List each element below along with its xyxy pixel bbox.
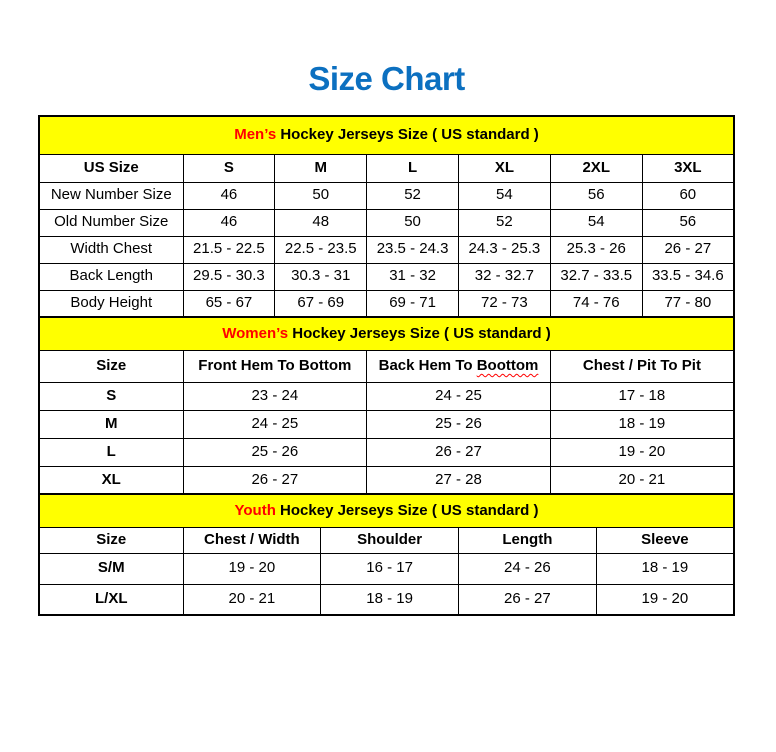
mens-value-cell: 54 — [458, 182, 550, 209]
size-chart-document — [0, 60, 776, 752]
mens-value-cell: 52 — [458, 209, 550, 236]
womens-table-row — [39, 438, 734, 466]
mens-table-row — [39, 182, 734, 209]
mens-value-cell: 72 - 73 — [458, 290, 550, 317]
youth-table-row — [39, 584, 734, 615]
mens-header-cell: S — [183, 154, 275, 182]
mens-value-cell: 25.3 - 26 — [550, 236, 642, 263]
youth-value-cell: 20 - 21 — [183, 584, 321, 615]
mens-row-label: Width Chest — [39, 236, 183, 263]
womens-section-banner — [39, 317, 734, 350]
mens-value-cell: 32 - 32.7 — [458, 263, 550, 290]
misspelled-word: Boottom — [476, 356, 539, 374]
youth-value-cell: 26 - 27 — [459, 584, 597, 615]
womens-value-cell: 26 - 27 — [367, 438, 551, 466]
mens-table-row — [39, 236, 734, 263]
mens-header-cell: M — [275, 154, 367, 182]
youth-size-table — [38, 493, 735, 616]
mens-value-cell: 32.7 - 33.5 — [550, 263, 642, 290]
womens-value-cell: 25 - 26 — [367, 410, 551, 438]
womens-value-cell: 26 - 27 — [183, 466, 367, 494]
youth-section-banner — [39, 494, 734, 527]
womens-value-cell: 20 - 21 — [550, 466, 734, 494]
womens-header-row — [39, 350, 734, 382]
womens-value-cell: 19 - 20 — [550, 438, 734, 466]
womens-value-cell: 24 - 25 — [183, 410, 367, 438]
youth-table-row — [39, 553, 734, 584]
womens-header-cell: Back Hem To Boottom — [367, 350, 551, 382]
mens-value-cell: 23.5 - 24.3 — [367, 236, 459, 263]
mens-header-cell: US Size — [39, 154, 183, 182]
youth-value-cell: 19 - 20 — [596, 584, 734, 615]
womens-table-row — [39, 382, 734, 410]
womens-banner-highlight: Women’s — [222, 324, 289, 342]
womens-value-cell: 23 - 24 — [183, 382, 367, 410]
womens-banner-row — [39, 317, 734, 350]
mens-value-cell: 65 - 67 — [183, 290, 275, 317]
mens-value-cell: 56 — [642, 209, 734, 236]
mens-table-row — [39, 290, 734, 317]
mens-value-cell: 26 - 27 — [642, 236, 734, 263]
womens-banner-text: Hockey Jerseys Size ( US standard ) — [288, 324, 551, 342]
youth-header-cell: Length — [459, 527, 597, 553]
youth-banner-row — [39, 494, 734, 527]
womens-header-cell: Chest / Pit To Pit — [550, 350, 734, 382]
mens-row-label: Back Length — [39, 263, 183, 290]
mens-value-cell: 30.3 - 31 — [275, 263, 367, 290]
mens-value-cell: 33.5 - 34.6 — [642, 263, 734, 290]
youth-header-row — [39, 527, 734, 553]
mens-value-cell: 29.5 - 30.3 — [183, 263, 275, 290]
womens-value-cell: 25 - 26 — [183, 438, 367, 466]
womens-row-label: M — [39, 410, 183, 438]
mens-section-banner — [39, 116, 734, 154]
youth-banner-text: Hockey Jerseys Size ( US standard ) — [275, 501, 539, 519]
mens-value-cell: 24.3 - 25.3 — [458, 236, 550, 263]
mens-value-cell: 22.5 - 23.5 — [275, 236, 367, 263]
womens-row-label: S — [39, 382, 183, 410]
mens-header-cell: XL — [458, 154, 550, 182]
youth-value-cell: 16 - 17 — [321, 553, 459, 584]
youth-value-cell: 18 - 19 — [596, 553, 734, 584]
womens-table-row — [39, 466, 734, 494]
mens-value-cell: 74 - 76 — [550, 290, 642, 317]
youth-header-cell: Size — [39, 527, 183, 553]
youth-value-cell: 24 - 26 — [459, 553, 597, 584]
mens-banner-row — [39, 116, 734, 154]
mens-header-cell: L — [367, 154, 459, 182]
womens-value-cell: 27 - 28 — [367, 466, 551, 494]
mens-value-cell: 54 — [550, 209, 642, 236]
size-tables — [38, 115, 735, 616]
mens-value-cell: 48 — [275, 209, 367, 236]
mens-value-cell: 60 — [642, 182, 734, 209]
mens-header-cell: 3XL — [642, 154, 734, 182]
womens-value-cell: 24 - 25 — [367, 382, 551, 410]
mens-value-cell: 69 - 71 — [367, 290, 459, 317]
mens-table-row — [39, 263, 734, 290]
mens-value-cell: 77 - 80 — [642, 290, 734, 317]
mens-value-cell: 67 - 69 — [275, 290, 367, 317]
youth-value-cell: 18 - 19 — [321, 584, 459, 615]
page-title: Size Chart — [308, 60, 465, 97]
womens-size-table — [38, 316, 735, 495]
mens-value-cell: 31 - 32 — [367, 263, 459, 290]
mens-banner-text: Hockey Jerseys Size ( US standard ) — [276, 126, 539, 143]
youth-header-cell: Sleeve — [596, 527, 734, 553]
youth-value-cell: 19 - 20 — [183, 553, 321, 584]
womens-header-cell: Size — [39, 350, 183, 382]
mens-value-cell: 46 — [183, 182, 275, 209]
youth-banner-highlight: Youth — [234, 501, 276, 519]
mens-table-row — [39, 209, 734, 236]
womens-row-label: XL — [39, 466, 183, 494]
womens-value-cell: 17 - 18 — [550, 382, 734, 410]
mens-row-label: New Number Size — [39, 182, 183, 209]
mens-value-cell: 46 — [183, 209, 275, 236]
mens-value-cell: 56 — [550, 182, 642, 209]
womens-value-cell: 18 - 19 — [550, 410, 734, 438]
mens-value-cell: 50 — [367, 209, 459, 236]
womens-table-row — [39, 410, 734, 438]
womens-row-label: L — [39, 438, 183, 466]
mens-value-cell: 52 — [367, 182, 459, 209]
youth-header-cell: Shoulder — [321, 527, 459, 553]
mens-row-label: Body Height — [39, 290, 183, 317]
mens-header-cell: 2XL — [550, 154, 642, 182]
mens-header-row — [39, 154, 734, 182]
mens-row-label: Old Number Size — [39, 209, 183, 236]
mens-value-cell: 21.5 - 22.5 — [183, 236, 275, 263]
youth-header-cell: Chest / Width — [183, 527, 321, 553]
youth-row-label: S/M — [39, 553, 183, 584]
mens-banner-highlight: Men’s — [234, 126, 277, 143]
mens-size-table — [38, 115, 735, 318]
womens-header-cell: Front Hem To Bottom — [183, 350, 367, 382]
mens-value-cell: 50 — [275, 182, 367, 209]
youth-row-label: L/XL — [39, 584, 183, 615]
